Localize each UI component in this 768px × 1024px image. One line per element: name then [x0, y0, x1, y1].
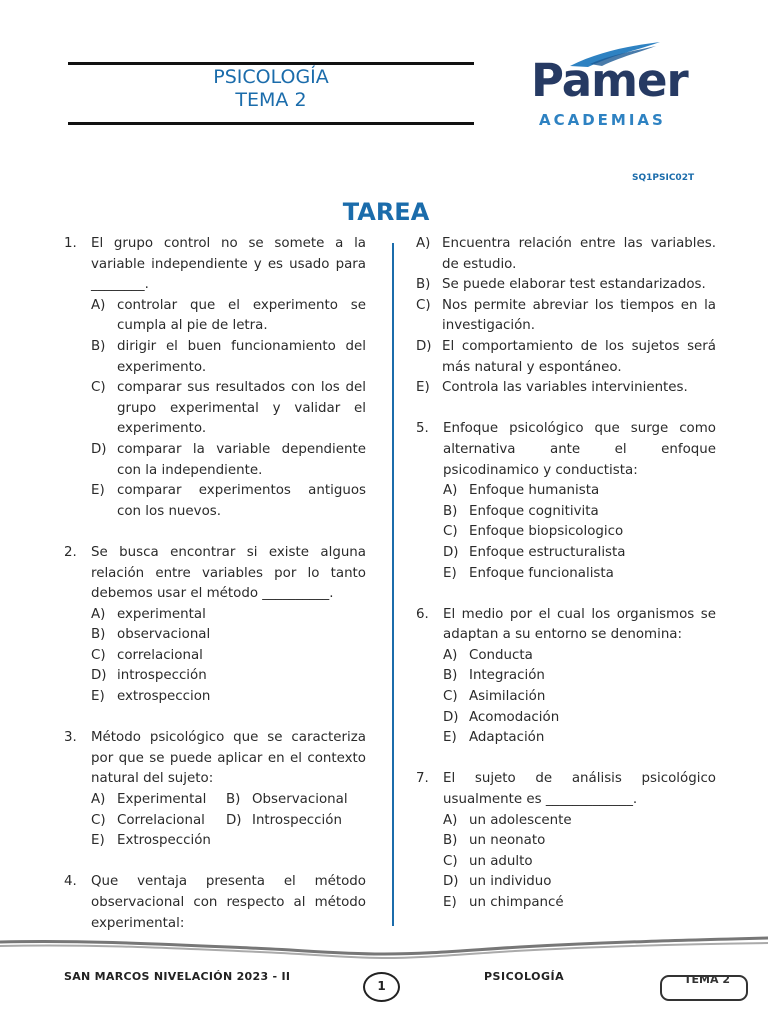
question-number: 1. — [64, 236, 77, 251]
question-3 — [64, 728, 366, 852]
question-number: 2. — [64, 544, 77, 560]
option-b: B) dirigir el buen funcionamiento del experimento. — [91, 338, 366, 375]
question-number: 6. — [416, 606, 429, 622]
option-b: B) Observacional — [226, 792, 348, 808]
option-e: E) extrospeccion — [91, 689, 211, 705]
option-d: D) introspección — [91, 668, 207, 684]
option-d: D) Introspección — [226, 812, 342, 828]
question-text: El medio por el cual los organismos se adaptan a su entorno se denomina: — [443, 606, 716, 643]
option-row — [91, 811, 366, 832]
option-d: D) comparar la variable dependiente con la independiente. — [91, 441, 366, 478]
question-number: 7. — [416, 771, 429, 787]
page-number: 1 — [363, 972, 400, 1002]
option-d: D) El comportamiento de los sujetos será más natural y espontáneo. — [416, 338, 716, 375]
option-c: C) comparar sus resultados con los del grupo experimental y validar el experimento. — [91, 380, 366, 437]
pamer-logo — [528, 40, 703, 132]
option-e: E) Enfoque funcionalista — [443, 565, 614, 581]
header-title — [68, 66, 474, 112]
question-1 — [64, 234, 366, 522]
footer-wave-divider — [0, 930, 768, 966]
option-b: B) Integración — [443, 668, 545, 684]
option-a: A) experimental — [91, 606, 206, 622]
question-number: 3. — [64, 730, 77, 746]
question-text: El grupo control no se somete a la variable independiente y es usado para ________. — [91, 236, 366, 293]
option-a: A) un adolescente — [443, 812, 572, 828]
option-d: D) Acomodación — [443, 709, 560, 725]
question-text: Se busca encontrar si existe alguna relación entre variables por lo tanto debemos usar el método __________. — [91, 544, 366, 602]
header-top-rule — [68, 62, 474, 65]
document-code: SQ1PSIC02T — [632, 173, 695, 183]
topic-name: TEMA 2 — [235, 89, 307, 111]
question-number: 4. — [64, 874, 77, 890]
option-e: E) comparar experimentos antiguos con los nuevos. — [91, 483, 366, 519]
footer-tema-badge — [660, 975, 748, 1001]
option-a: A) Enfoque humanista — [443, 483, 600, 499]
option-a: A) Conducta — [443, 647, 533, 663]
option-b: B) Enfoque cognitivita — [443, 503, 599, 519]
option-e: E) un chimpancé — [443, 895, 564, 910]
logo-subtitle: ACADEMIAS — [539, 111, 666, 129]
question-4-options — [416, 234, 716, 399]
header-bottom-rule — [68, 122, 474, 125]
question-2 — [64, 543, 366, 708]
option-e: E) Controla las variables intervinientes. — [416, 380, 688, 396]
option-c: C) un adulto — [443, 853, 533, 869]
option-d: D) Enfoque estructuralista — [443, 544, 626, 560]
footer-tema: TEMA 2 — [684, 973, 730, 986]
logo-wordmark: Pamer — [531, 54, 688, 107]
question-4 — [64, 872, 366, 934]
option-c: C) correlacional — [91, 647, 203, 663]
option-c: C) Enfoque biopsicologico — [443, 524, 624, 540]
question-5 — [416, 419, 716, 584]
question-number: 5. — [416, 421, 429, 437]
option-a: A) controlar que el experimento se cumpla al pie de letra. — [91, 297, 366, 334]
question-text: Método psicológico que se caracteriza por que se puede aplicar en el contexto natural del sujeto: — [91, 730, 366, 787]
left-column — [64, 234, 366, 934]
option-a: A) Experimental — [91, 792, 207, 808]
question-6 — [416, 605, 716, 749]
section-title: TAREA — [342, 198, 430, 226]
option-c: C) Asimilación — [443, 689, 546, 705]
option-b: B) observacional — [91, 627, 211, 643]
option-b: B) Se puede elaborar test estandarizados. — [416, 277, 706, 293]
subject-name: PSICOLOGÍA — [213, 66, 329, 88]
option-c: C) Nos permite abreviar los tiempos en la investigación. — [416, 297, 716, 334]
footer-course: SAN MARCOS NIVELACIÓN 2023 - II — [64, 970, 291, 983]
option-a: A) Encuentra relación entre las variables. de estudio. — [416, 236, 716, 272]
option-e: E) Adaptación — [443, 730, 545, 746]
option-e: E) Extrospección — [91, 833, 211, 849]
question-text: Enfoque psicológico que surge como alternativa ante el enfoque psicodinamico y conductista: — [443, 421, 716, 478]
footer-subject: PSICOLOGÍA — [484, 970, 565, 983]
option-c: C) Correlacional — [91, 812, 205, 828]
right-column — [416, 234, 716, 914]
question-text: Que ventaja presenta el método observacional con respecto al método experimental: — [91, 874, 366, 931]
question-7 — [416, 769, 716, 913]
question-text: El sujeto de análisis psicológico usualmente es _____________. — [443, 771, 716, 808]
option-d: D) un individuo — [443, 874, 552, 890]
option-b: B) un neonato — [443, 833, 546, 849]
option-row — [91, 790, 366, 811]
column-divider — [392, 243, 394, 926]
